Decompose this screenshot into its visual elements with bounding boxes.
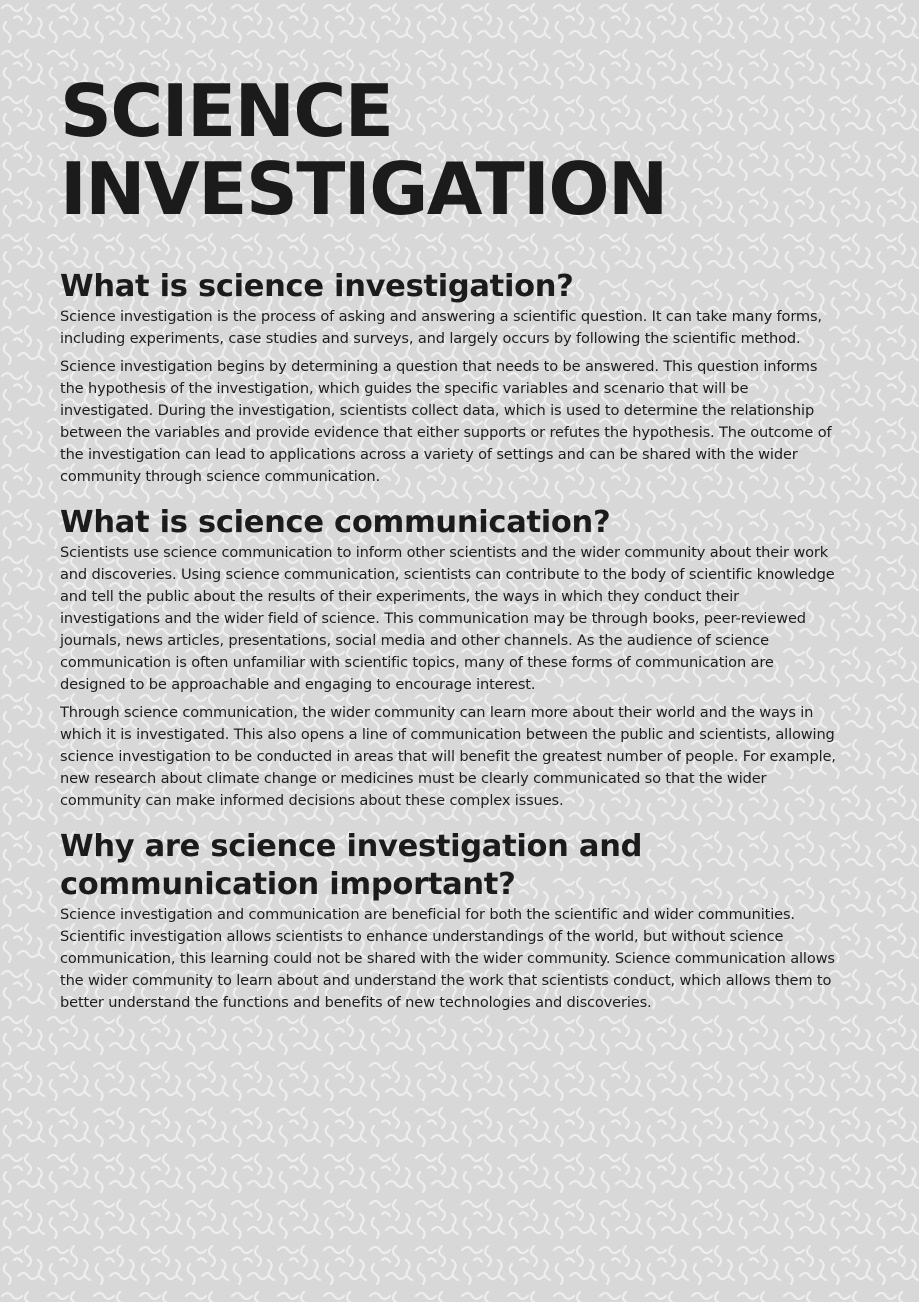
section-science-communication (60, 504, 840, 812)
section-heading-line-2: communication important? (60, 867, 516, 902)
paragraph: Through science communication, the wider community can learn more about their world and the ways in which it is investigated. This also opens a line of communication between the public and scientists, allowing science investigation to be conducted in areas that will benefit the greatest number of people. For example, new research about climate change or medicines must be clearly communicated so that the wider community can make informed decisions about these complex issues. (60, 704, 836, 809)
section-science-investigation (60, 268, 840, 488)
section-heading (60, 828, 840, 904)
paragraph: Science investigation and communication are beneficial for both the scientific and wider communities. Scientific investigation allows scientists to enhance understandings of the world, but without science communication, this learning could not be shared with the wider community. Science communication allows the wider community to learn about and understand the work that scientists conduct, which allows them to better understand the functions and benefits of new technologies and discoveries. (60, 906, 835, 1011)
section-heading: What is science investigation? (60, 269, 574, 304)
page-title (60, 69, 840, 231)
paragraph: Scientists use science communication to inform other scientists and the wider community about their work and discoveries. Using science communication, scientists can contribute to the body of scientific knowledge and tell the public about the results of their experiments, the ways in which they conduct their investigations and the wider field of science. This communication may be through books, peer-reviewed journals, news articles, presentations, social media and other channels. As the audience of science communication is often unfamiliar with scientific topics, many of these forms of communication are designed to be approachable and engaging to encourage interest. (60, 544, 835, 693)
section-heading: What is science communication? (60, 505, 611, 540)
page-title-line-2: INVESTIGATION (60, 147, 667, 231)
paragraph: Science investigation begins by determining a question that needs to be answered. This question informs the hypothesis of the investigation, which guides the specific variables and scenario that will be investigated. During the investigation, scientists collect data, which is used to determine the relationship between the variables and provide evidence that either supports or refutes the hypothesis. The outcome of the investigation can lead to applications across a variety of settings and can be shared with the wider community through science communication. (60, 358, 832, 485)
section-heading-line-1: Why are science investigation and (60, 829, 643, 864)
paragraph: Science investigation is the process of asking and answering a scientific question. It can take many forms, including experiments, case studies and surveys, and largely occurs by following the scientific method. (60, 308, 822, 347)
section-importance (60, 828, 840, 1014)
document-content (60, 69, 840, 1014)
page-title-line-1: SCIENCE (60, 69, 393, 153)
